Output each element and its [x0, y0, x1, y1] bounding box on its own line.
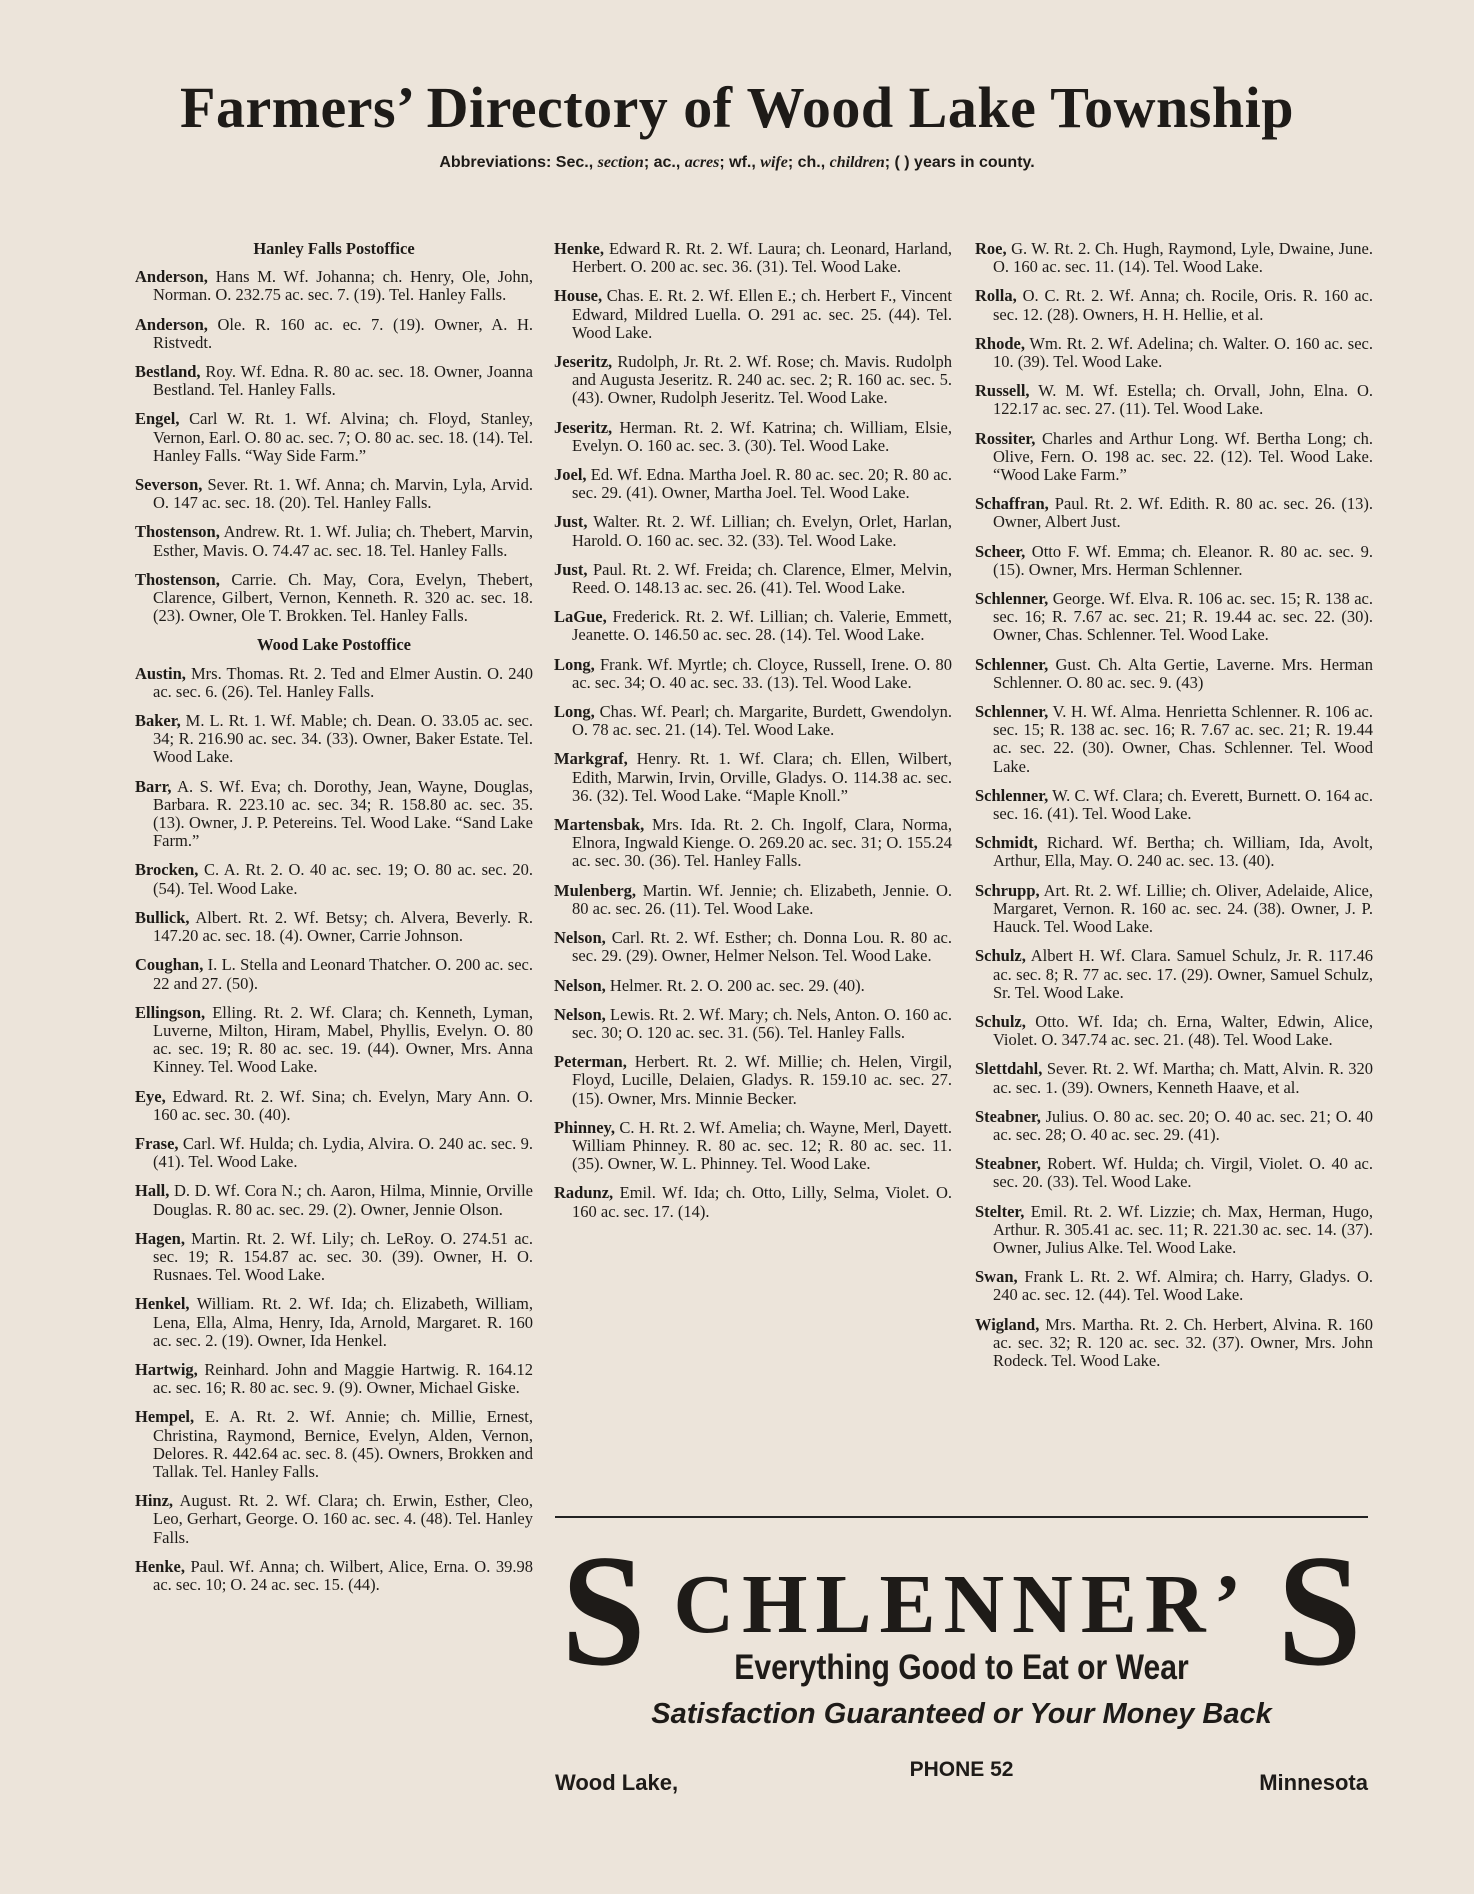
entry-details: V. H. Wf. Alma. Henrietta Schlenner. R. 106 ac. sec. 15; R. 138 ac. sec. 16; R. 7.67 ac. sec. 21; R. 19.44 ac. sec. 22. (30). Owner, Chas. Schlenner. Tel. Wood Lake.: [993, 702, 1373, 776]
directory-entry: [135, 1230, 533, 1285]
entry-details: Gust. Ch. Alta Gertie, Laverne. Mrs. Herman Schlenner. O. 80 ac. sec. 9. (43): [993, 654, 1373, 692]
directory-entry: [975, 1108, 1373, 1144]
directory-entry: [554, 513, 952, 549]
postoffice-heading: Wood Lake Postoffice: [257, 635, 411, 655]
directory-entry: [554, 353, 952, 408]
abbreviation-segment: ; ( ) years in county.: [884, 154, 1035, 171]
entry-details: Paul. Rt. 2. Wf. Freida; ch. Clarence, Elmer, Melvin, Reed. O. 148.13 ac. sec. 26. (41). Tel. Wood Lake.: [572, 559, 952, 598]
entry-surname: Anderson,: [135, 314, 208, 334]
entry-surname: Bestland,: [135, 362, 201, 382]
abbreviation-segment: section: [597, 154, 644, 171]
directory-entry: [135, 571, 533, 626]
entry-details: Elling. Rt. 2. Wf. Clara; ch. Kenneth, Lyman, Luverne, Milton, Hiram, Mabel, Phyllis, Evelyn. O. 80 ac. sec. 19; R. 80 ac. sec. 19. (44). Owner, Mrs. Anna Kinney. Tel. Wood Lake.: [153, 1002, 533, 1077]
entry-surname: Nelson,: [554, 975, 606, 995]
directory-entry: [554, 1053, 952, 1108]
directory-entry: [135, 268, 533, 304]
entry-details: Sever. Rt. 1. Wf. Anna; ch. Marvin, Lyla, Arvid. O. 147 ac. sec. 18. (20). Tel. Hanley Falls.: [153, 475, 533, 513]
entry-surname: Severson,: [135, 475, 203, 495]
entry-surname: Wigland,: [975, 1314, 1040, 1334]
directory-entry: [135, 778, 533, 851]
entry-surname: Henke,: [554, 239, 604, 258]
entry-details: W. C. Wf. Clara; ch. Everett, Burnett. O. 164 ac. sec. 16. (41). Tel. Wood Lake.: [993, 785, 1373, 824]
directory-entry: [975, 495, 1373, 531]
entry-details: Carl. Wf. Hulda; ch. Lydia, Alvira. O. 240 ac. sec. 9. (41). Tel. Wood Lake.: [153, 1133, 533, 1172]
directory-entry: [135, 1361, 533, 1397]
entry-surname: Steabner,: [975, 1154, 1041, 1174]
entry-surname: Schulz,: [975, 1011, 1026, 1031]
directory-entry: [554, 882, 952, 918]
entry-details: George. Wf. Elva. R. 106 ac. sec. 15; R. 138 ac. sec. 16; R. 7.67 ac. sec. 21; R. 19.44 ac. sec. 22. (30). Owner, Chas. Schlenner. Tel. Wood Lake.: [993, 589, 1373, 645]
entry-details: G. W. Rt. 2. Ch. Hugh, Raymond, Lyle, Dwaine, June. O. 160 ac. sec. 11. (14). Tel. Wood Lake.: [993, 239, 1373, 277]
entry-details: Otto. Wf. Ida; ch. Erna, Walter, Edwin, Alice, Violet. O. 347.74 ac. sec. 21. (48). Tel. Wood Lake.: [993, 1011, 1373, 1050]
schlenners-advertisement: [555, 1521, 1368, 1820]
directory-entry: [975, 1155, 1373, 1191]
directory-entry: [554, 977, 952, 995]
directory-entry: [975, 543, 1373, 579]
directory-entry: [975, 590, 1373, 645]
entry-surname: Thostenson,: [135, 569, 220, 589]
entry-details: Roy. Wf. Edna. R. 80 ac. sec. 18. Owner, Joanna Bestland. Tel. Hanley Falls.: [153, 362, 533, 400]
entry-surname: Austin,: [135, 663, 186, 683]
entry-details: Hans M. Wf. Johanna; ch. Henry, Ole, John, Norman. O. 232.75 ac. sec. 7. (19). Tel. Hanley Falls.: [153, 267, 533, 305]
entry-details: Paul. Rt. 2. Wf. Edith. R. 80 ac. sec. 26. (13). Owner, Albert Just.: [993, 494, 1373, 532]
entry-surname: Hall,: [135, 1181, 170, 1201]
entry-surname: Phinney,: [554, 1117, 615, 1137]
directory-entry: [975, 1203, 1373, 1258]
entry-surname: Schlenner,: [975, 785, 1049, 805]
directory-column-1: [135, 240, 533, 1605]
entry-surname: Brocken,: [135, 860, 199, 880]
entry-details: Herman. Rt. 2. Wf. Katrina; ch. William, Elsie, Evelyn. O. 160 ac. sec. 3. (30). Tel. Wood Lake.: [572, 417, 952, 455]
entry-surname: Mulenberg,: [554, 880, 637, 900]
directory-column-3: [975, 240, 1373, 1381]
directory-entry: [135, 712, 533, 767]
entry-surname: Just,: [554, 559, 588, 579]
entry-surname: Schlenner,: [975, 654, 1049, 674]
entry-details: Albert. Rt. 2. Wf. Betsy; ch. Alvera, Beverly. R. 147.20 ac. sec. 18. (4). Owner, Carrie Johnson.: [153, 907, 533, 946]
directory-entry: [975, 1268, 1373, 1304]
directory-entry: [135, 956, 533, 992]
directory-entry: [554, 419, 952, 455]
entry-surname: Thostenson,: [135, 522, 220, 542]
entry-surname: Coughan,: [135, 955, 204, 975]
entry-surname: Engel,: [135, 409, 180, 429]
directory-entry: [975, 834, 1373, 870]
entry-surname: Schrupp,: [975, 880, 1040, 900]
entry-surname: Swan,: [975, 1267, 1018, 1287]
directory-entry: [135, 1088, 533, 1124]
entry-details: William. Rt. 2. Wf. Ida; ch. Elizabeth, William, Lena, Ella, Alma, Henry, Ida, Arnold, Margaret. R. 160 ac. sec. 2. (19). Owner, Ida Henkel.: [153, 1294, 533, 1350]
directory-entry: [554, 703, 952, 739]
entry-details: August. Rt. 2. Wf. Clara; ch. Erwin, Esther, Cleo, Leo, Gerhart, George. O. 160 ac. sec. 4. (48). Tel. Hanley Falls.: [153, 1491, 533, 1547]
entry-details: Richard. Wf. Bertha; ch. William, Ida, Avolt, Arthur, Ella, May. O. 240 ac. sec. 13. (40).: [993, 833, 1373, 871]
entry-details: Ed. Wf. Edna. Martha Joel. R. 80 ac. sec. 20; R. 80 ac. sec. 29. (41). Owner, Martha Joel. Tel. Wood Lake.: [572, 465, 952, 503]
directory-entry: [135, 363, 533, 399]
entry-surname: Roe,: [975, 239, 1007, 258]
directory-entry: [554, 750, 952, 805]
entry-details: E. A. Rt. 2. Wf. Annie; ch. Millie, Ernest, Christina, Raymond, Bernice, Evelyn, Alden, Vernon, Delores. R. 442.64 ac. sec. 8. (45). Owners, Brokken and Tallak. Tel. Hanley Falls.: [153, 1407, 533, 1481]
entry-surname: Just,: [554, 512, 588, 532]
abbreviation-segment: children: [829, 154, 885, 171]
directory-column-2: [554, 240, 952, 1232]
ad-state: Minnesota: [1259, 1770, 1368, 1795]
entry-details: Sever. Rt. 2. Wf. Martha; ch. Matt, Alvin. R. 320 ac. sec. 1. (39). Owners, Kenneth Haave, et al.: [993, 1059, 1373, 1097]
ad-big-letter-right: S: [1277, 1521, 1362, 1699]
entry-surname: Hartwig,: [135, 1359, 198, 1379]
entry-details: Albert H. Wf. Clara. Samuel Schulz, Jr. R. 117.46 ac. sec. 8; R. 77 ac. sec. 17. (29). Owner, Samuel Schulz, Sr. Tel. Wood Lake.: [993, 946, 1373, 1002]
page-title: Farmers’ Directory of Wood Lake Township: [180, 75, 1294, 140]
directory-entry: [975, 240, 1373, 276]
entry-surname: Nelson,: [554, 928, 606, 948]
entry-surname: Long,: [554, 702, 595, 722]
entry-details: Edward R. Rt. 2. Wf. Laura; ch. Leonard, Harland, Herbert. O. 200 ac. sec. 36. (31). Tel. Wood Lake.: [572, 239, 952, 277]
directory-entry: [554, 816, 952, 871]
entry-surname: Schulz,: [975, 946, 1026, 966]
entry-surname: Russell,: [975, 381, 1030, 401]
entry-surname: Stelter,: [975, 1201, 1025, 1221]
ad-city: Wood Lake,: [555, 1770, 679, 1795]
entry-surname: Rolla,: [975, 286, 1017, 306]
directory-entry: [135, 476, 533, 512]
entry-surname: Markgraf,: [554, 749, 628, 769]
entry-surname: Baker,: [135, 711, 181, 731]
entry-details: Frederick. Rt. 2. Wf. Lillian; ch. Valerie, Emmett, Jeanette. O. 146.50 ac. sec. 28. (14). Tel. Wood Lake.: [572, 607, 952, 645]
directory-entry: [135, 316, 533, 352]
entry-surname: Slettdahl,: [975, 1059, 1043, 1079]
abbreviation-segment: ; ac.,: [643, 154, 685, 171]
abbreviations-line: [0, 154, 1474, 172]
ad-tagline: Everything Good to Eat or Wear: [734, 1648, 1189, 1687]
entry-details: Martin. Wf. Jennie; ch. Elizabeth, Jennie. O. 80 ac. sec. 26. (11). Tel. Wood Lake.: [572, 880, 952, 918]
entry-surname: Anderson,: [135, 267, 208, 287]
entry-details: Carl W. Rt. 1. Wf. Alvina; ch. Floyd, Stanley, Vernon, Earl. O. 80 ac. sec. 7; O. 80 ac. sec. 18. (14). Tel. Hanley Falls. “Way Side Farm.”: [153, 409, 533, 465]
entry-surname: Schlenner,: [975, 589, 1049, 609]
entry-details: O. C. Rt. 2. Wf. Anna; ch. Rocile, Oris. R. 160 ac. sec. 12. (28). Owners, H. H. Hellie, et al.: [993, 286, 1373, 324]
entry-surname: Jeseritz,: [554, 417, 613, 437]
directory-entry: [135, 665, 533, 701]
entry-details: A. S. Wf. Eva; ch. Dorothy, Jean, Wayne, Douglas, Barbara. R. 223.10 ac. sec. 34; R. 158.80 ac. sec. 35. (13). Owner, J. P. Petereins. Tel. Wood Lake. “Sand Lake Farm.”: [153, 776, 533, 851]
entry-details: Mrs. Ida. Rt. 2. Ch. Ingolf, Clara, Norma, Elnora, Ingwald Kienge. O. 269.20 ac. sec. 31; O. 155.24 ac. sec. 30. (36). Tel. Hanley Falls.: [572, 815, 952, 871]
directory-entry: [975, 947, 1373, 1002]
entry-surname: Peterman,: [554, 1052, 627, 1072]
entry-surname: Henkel,: [135, 1294, 190, 1314]
entry-surname: Steabner,: [975, 1106, 1041, 1126]
directory-entry: [554, 656, 952, 692]
entry-details: Robert. Wf. Hulda; ch. Virgil, Violet. O. 40 ac. sec. 20. (33). Tel. Wood Lake.: [993, 1154, 1373, 1192]
entry-surname: Martensbak,: [554, 815, 645, 835]
entry-surname: House,: [554, 286, 603, 306]
postoffice-heading: Hanley Falls Postoffice: [253, 239, 415, 258]
entry-surname: Eye,: [135, 1086, 166, 1106]
directory-entry: [554, 1184, 952, 1220]
directory-entry: [554, 1119, 952, 1174]
entry-details: Chas. Wf. Pearl; ch. Margarite, Burdett, Gwendolyn. O. 78 ac. sec. 21. (14). Tel. Wood Lake.: [572, 702, 952, 740]
entry-surname: Ellingson,: [135, 1002, 206, 1022]
entry-details: Andrew. Rt. 1. Wf. Julia; ch. Thebert, Marvin, Esther, Mavis. O. 74.47 ac. sec. 18. Tel. Hanley Falls.: [153, 522, 533, 560]
entry-details: Herbert. Rt. 2. Wf. Millie; ch. Helen, Virgil, Floyd, Lucille, Delaien, Gladys. R. 159.10 ac. sec. 27. (15). Owner, Mrs. Minnie Becker.: [572, 1052, 952, 1108]
entry-details: Emil. Rt. 2. Wf. Lizzie; ch. Max, Herman, Hugo, Arthur. R. 305.41 ac. sec. 11; R. 221.30 ac. sec. 14. (37). Owner, Julius Alke. Tel. Wood Lake.: [993, 1201, 1373, 1257]
entry-details: Chas. E. Rt. 2. Wf. Ellen E.; ch. Herbert F., Vincent Edward, Mildred Luella. O. 291 ac. sec. 25. (44). Tel. Wood Lake.: [572, 286, 952, 342]
directory-entry: [554, 466, 952, 502]
entry-details: Reinhard. John and Maggie Hartwig. R. 164.12 ac. sec. 16; R. 80 ac. sec. 9. (9). Owner, Michael Giske.: [153, 1359, 533, 1398]
entry-details: C. H. Rt. 2. Wf. Amelia; ch. Wayne, Merl, Dayett. William Phinney. R. 80 ac. sec. 12; R. 80 ac. sec. 11. (35). Owner, W. L. Phinney. Tel. Wood Lake.: [572, 1117, 952, 1174]
directory-entry: [554, 1006, 952, 1042]
entry-details: D. D. Wf. Cora N.; ch. Aaron, Hilma, Minnie, Orville Douglas. R. 80 ac. sec. 29. (2). Owner, Jennie Olson.: [153, 1181, 533, 1219]
entry-details: M. L. Rt. 1. Wf. Mable; ch. Dean. O. 33.05 ac. sec. 34; R. 216.90 ac. sec. 34. (33). Owner, Baker Estate. Tel. Wood Lake.: [153, 711, 533, 767]
entry-surname: Joel,: [554, 465, 587, 485]
entry-details: Otto F. Wf. Emma; ch. Eleanor. R. 80 ac. sec. 9. (15). Owner, Mrs. Herman Schlenner.: [993, 541, 1373, 579]
abbreviation-segment: acres: [684, 154, 720, 171]
entry-details: Emil. Wf. Ida; ch. Otto, Lilly, Selma, Violet. O. 160 ac. sec. 17. (14).: [572, 1183, 952, 1221]
ad-phone: PHONE 52: [909, 1758, 1014, 1781]
directory-entry: [975, 882, 1373, 937]
directory-entry: [975, 703, 1373, 776]
advertisement-divider: [555, 1516, 1368, 1518]
directory-entry: [975, 1060, 1373, 1096]
entry-surname: Hinz,: [135, 1491, 174, 1511]
entry-details: Ole. R. 160 ac. ec. 7. (19). Owner, A. H. Ristvedt.: [153, 314, 533, 352]
entry-details: Lewis. Rt. 2. Wf. Mary; ch. Nels, Anton. O. 160 ac. sec. 30; O. 120 ac. sec. 31. (56). Tel. Hanley Falls.: [572, 1004, 952, 1042]
directory-entry: [554, 240, 952, 276]
ad-guarantee: Satisfaction Guaranteed or Your Money Back: [651, 1698, 1272, 1730]
entry-surname: Nelson,: [554, 1004, 606, 1024]
entry-details: Charles and Arthur Long. Wf. Bertha Long; ch. Olive, Fern. O. 198 ac. sec. 22. (12). Tel. Wood Lake. “Wood Lake Farm.”: [993, 428, 1373, 485]
directory-entry: [135, 410, 533, 465]
entry-surname: Rhode,: [975, 333, 1025, 353]
directory-entry: [554, 287, 952, 342]
ad-big-letter-left: S: [561, 1521, 646, 1699]
entry-details: W. M. Wf. Estella; ch. Orvall, John, Elna. O. 122.17 ac. sec. 27. (11). Tel. Wood Lake.: [993, 381, 1373, 419]
directory-entry: [975, 382, 1373, 418]
directory-entry: [135, 1295, 533, 1350]
entry-surname: Radunz,: [554, 1183, 614, 1203]
entry-surname: Bullick,: [135, 907, 190, 927]
directory-entry: [554, 561, 952, 597]
entry-surname: Schaffran,: [975, 494, 1049, 514]
entry-surname: Long,: [554, 654, 595, 674]
entry-details: C. A. Rt. 2. O. 40 ac. sec. 19; O. 80 ac. sec. 20. (54). Tel. Wood Lake.: [153, 860, 533, 898]
directory-entry: [135, 1182, 533, 1218]
entry-details: Helmer. Rt. 2. O. 200 ac. sec. 29. (40).: [605, 975, 865, 995]
entry-surname: Frase,: [135, 1133, 179, 1153]
entry-surname: Hempel,: [135, 1407, 195, 1427]
entry-details: Frank. Wf. Myrtle; ch. Cloyce, Russell, Irene. O. 80 ac. sec. 34; O. 40 ac. sec. 33. (13). Tel. Wood Lake.: [572, 654, 952, 692]
abbreviation-segment: ; wf.,: [719, 154, 761, 171]
entry-details: Mrs. Martha. Rt. 2. Ch. Herbert, Alvina. R. 160 ac. sec. 32; R. 120 ac. sec. 32. (37). Owner, Mrs. John Rodeck. Tel. Wood Lake.: [993, 1314, 1373, 1370]
abbreviation-segment: Abbreviations: Sec.,: [439, 154, 598, 171]
entry-surname: Schlenner,: [975, 702, 1049, 722]
entry-surname: Schmidt,: [975, 833, 1038, 853]
entry-details: Henry. Rt. 1. Wf. Clara; ch. Ellen, Wilbert, Edith, Marwin, Irvin, Orville, Gladys. O. 114.38 ac. sec. 36. (32). Tel. Wood Lake. “Maple Knoll.”: [572, 749, 952, 805]
directory-entry: [975, 430, 1373, 485]
directory-entry: [135, 1408, 533, 1481]
entry-details: Wm. Rt. 2. Wf. Adelina; ch. Walter. O. 160 ac. sec. 10. (39). Tel. Wood Lake.: [993, 333, 1373, 372]
entry-surname: Scheer,: [975, 541, 1026, 561]
entry-details: Frank L. Rt. 2. Wf. Almira; ch. Harry, Gladys. O. 240 ac. sec. 12. (44). Tel. Wood Lake.: [993, 1267, 1373, 1305]
entry-details: Carl. Rt. 2. Wf. Esther; ch. Donna Lou. R. 80 ac. sec. 29. (29). Owner, Helmer Nelson. Tel. Wood Lake.: [572, 928, 952, 966]
directory-entry: [554, 608, 952, 644]
entry-details: Walter. Rt. 2. Wf. Lillian; ch. Evelyn, Orlet, Harlan, Harold. O. 160 ac. sec. 32. (33). Tel. Wood Lake.: [572, 512, 952, 550]
entry-surname: Rossiter,: [975, 428, 1036, 448]
abbreviation-segment: wife: [760, 154, 788, 171]
entry-details: Mrs. Thomas. Rt. 2. Ted and Elmer Austin. O. 240 ac. sec. 6. (26). Tel. Hanley Falls.: [153, 663, 533, 701]
directory-entry: [135, 523, 533, 559]
entry-surname: LaGue,: [554, 607, 607, 627]
directory-entry: [135, 1135, 533, 1171]
entry-details: Rudolph, Jr. Rt. 2. Wf. Rose; ch. Mavis. Rudolph and Augusta Jeseritz. R. 240 ac. sec. 2; R. 160 ac. sec. 5. (43). Owner, Rudolph Jeseritz. Tel. Wood Lake.: [572, 352, 952, 408]
directory-entry: [554, 929, 952, 965]
directory-entry: [975, 787, 1373, 823]
entry-surname: Jeseritz,: [554, 352, 613, 372]
directory-entry: [135, 1492, 533, 1547]
directory-entry: [975, 1316, 1373, 1371]
entry-surname: Henke,: [135, 1556, 185, 1576]
entry-surname: Barr,: [135, 776, 172, 796]
directory-entry: [135, 1004, 533, 1077]
entry-details: Carrie. Ch. May, Cora, Evelyn, Thebert, Clarence, Gilbert, Vernon, Kenneth. R. 320 ac. sec. 18. (23). Owner, Ole T. Brokken. Tel. Hanley Falls.: [153, 569, 533, 626]
entry-details: Martin. Rt. 2. Wf. Lily; ch. LeRoy. O. 274.51 ac. sec. 19; R. 154.87 ac. sec. 30. (39). Owner, H. O. Rusnaes. Tel. Wood Lake.: [153, 1228, 533, 1285]
abbreviation-segment: ; ch.,: [787, 154, 830, 171]
entry-details: Edward. Rt. 2. Wf. Sina; ch. Evelyn, Mary Ann. O. 160 ac. sec. 30. (40).: [153, 1086, 533, 1124]
ad-store-name: CHLENNER’: [673, 1558, 1250, 1651]
directory-entry: [975, 335, 1373, 371]
entry-surname: Hagen,: [135, 1228, 185, 1248]
entry-details: I. L. Stella and Leonard Thatcher. O. 200 ac. sec. 22 and 27. (50).: [153, 955, 533, 993]
entry-details: Art. Rt. 2. Wf. Lillie; ch. Oliver, Adelaide, Alice, Margaret, Vernon. R. 160 ac. sec. 24. (38). Owner, J. P. Hauck. Tel. Wood Lake.: [993, 880, 1373, 937]
directory-entry: [975, 1013, 1373, 1049]
directory-entry: [135, 909, 533, 945]
directory-entry: [975, 287, 1373, 323]
directory-entry: [135, 861, 533, 897]
directory-entry: [975, 656, 1373, 692]
entry-details: Paul. Wf. Anna; ch. Wilbert, Alice, Erna. O. 39.98 ac. sec. 10; O. 24 ac. sec. 15. (44).: [153, 1556, 533, 1594]
entry-details: Julius. O. 80 ac. sec. 20; O. 40 ac. sec. 21; O. 40 ac. sec. 28; O. 40 ac. sec. 29. (41).: [993, 1106, 1373, 1144]
directory-entry: [135, 1558, 533, 1594]
